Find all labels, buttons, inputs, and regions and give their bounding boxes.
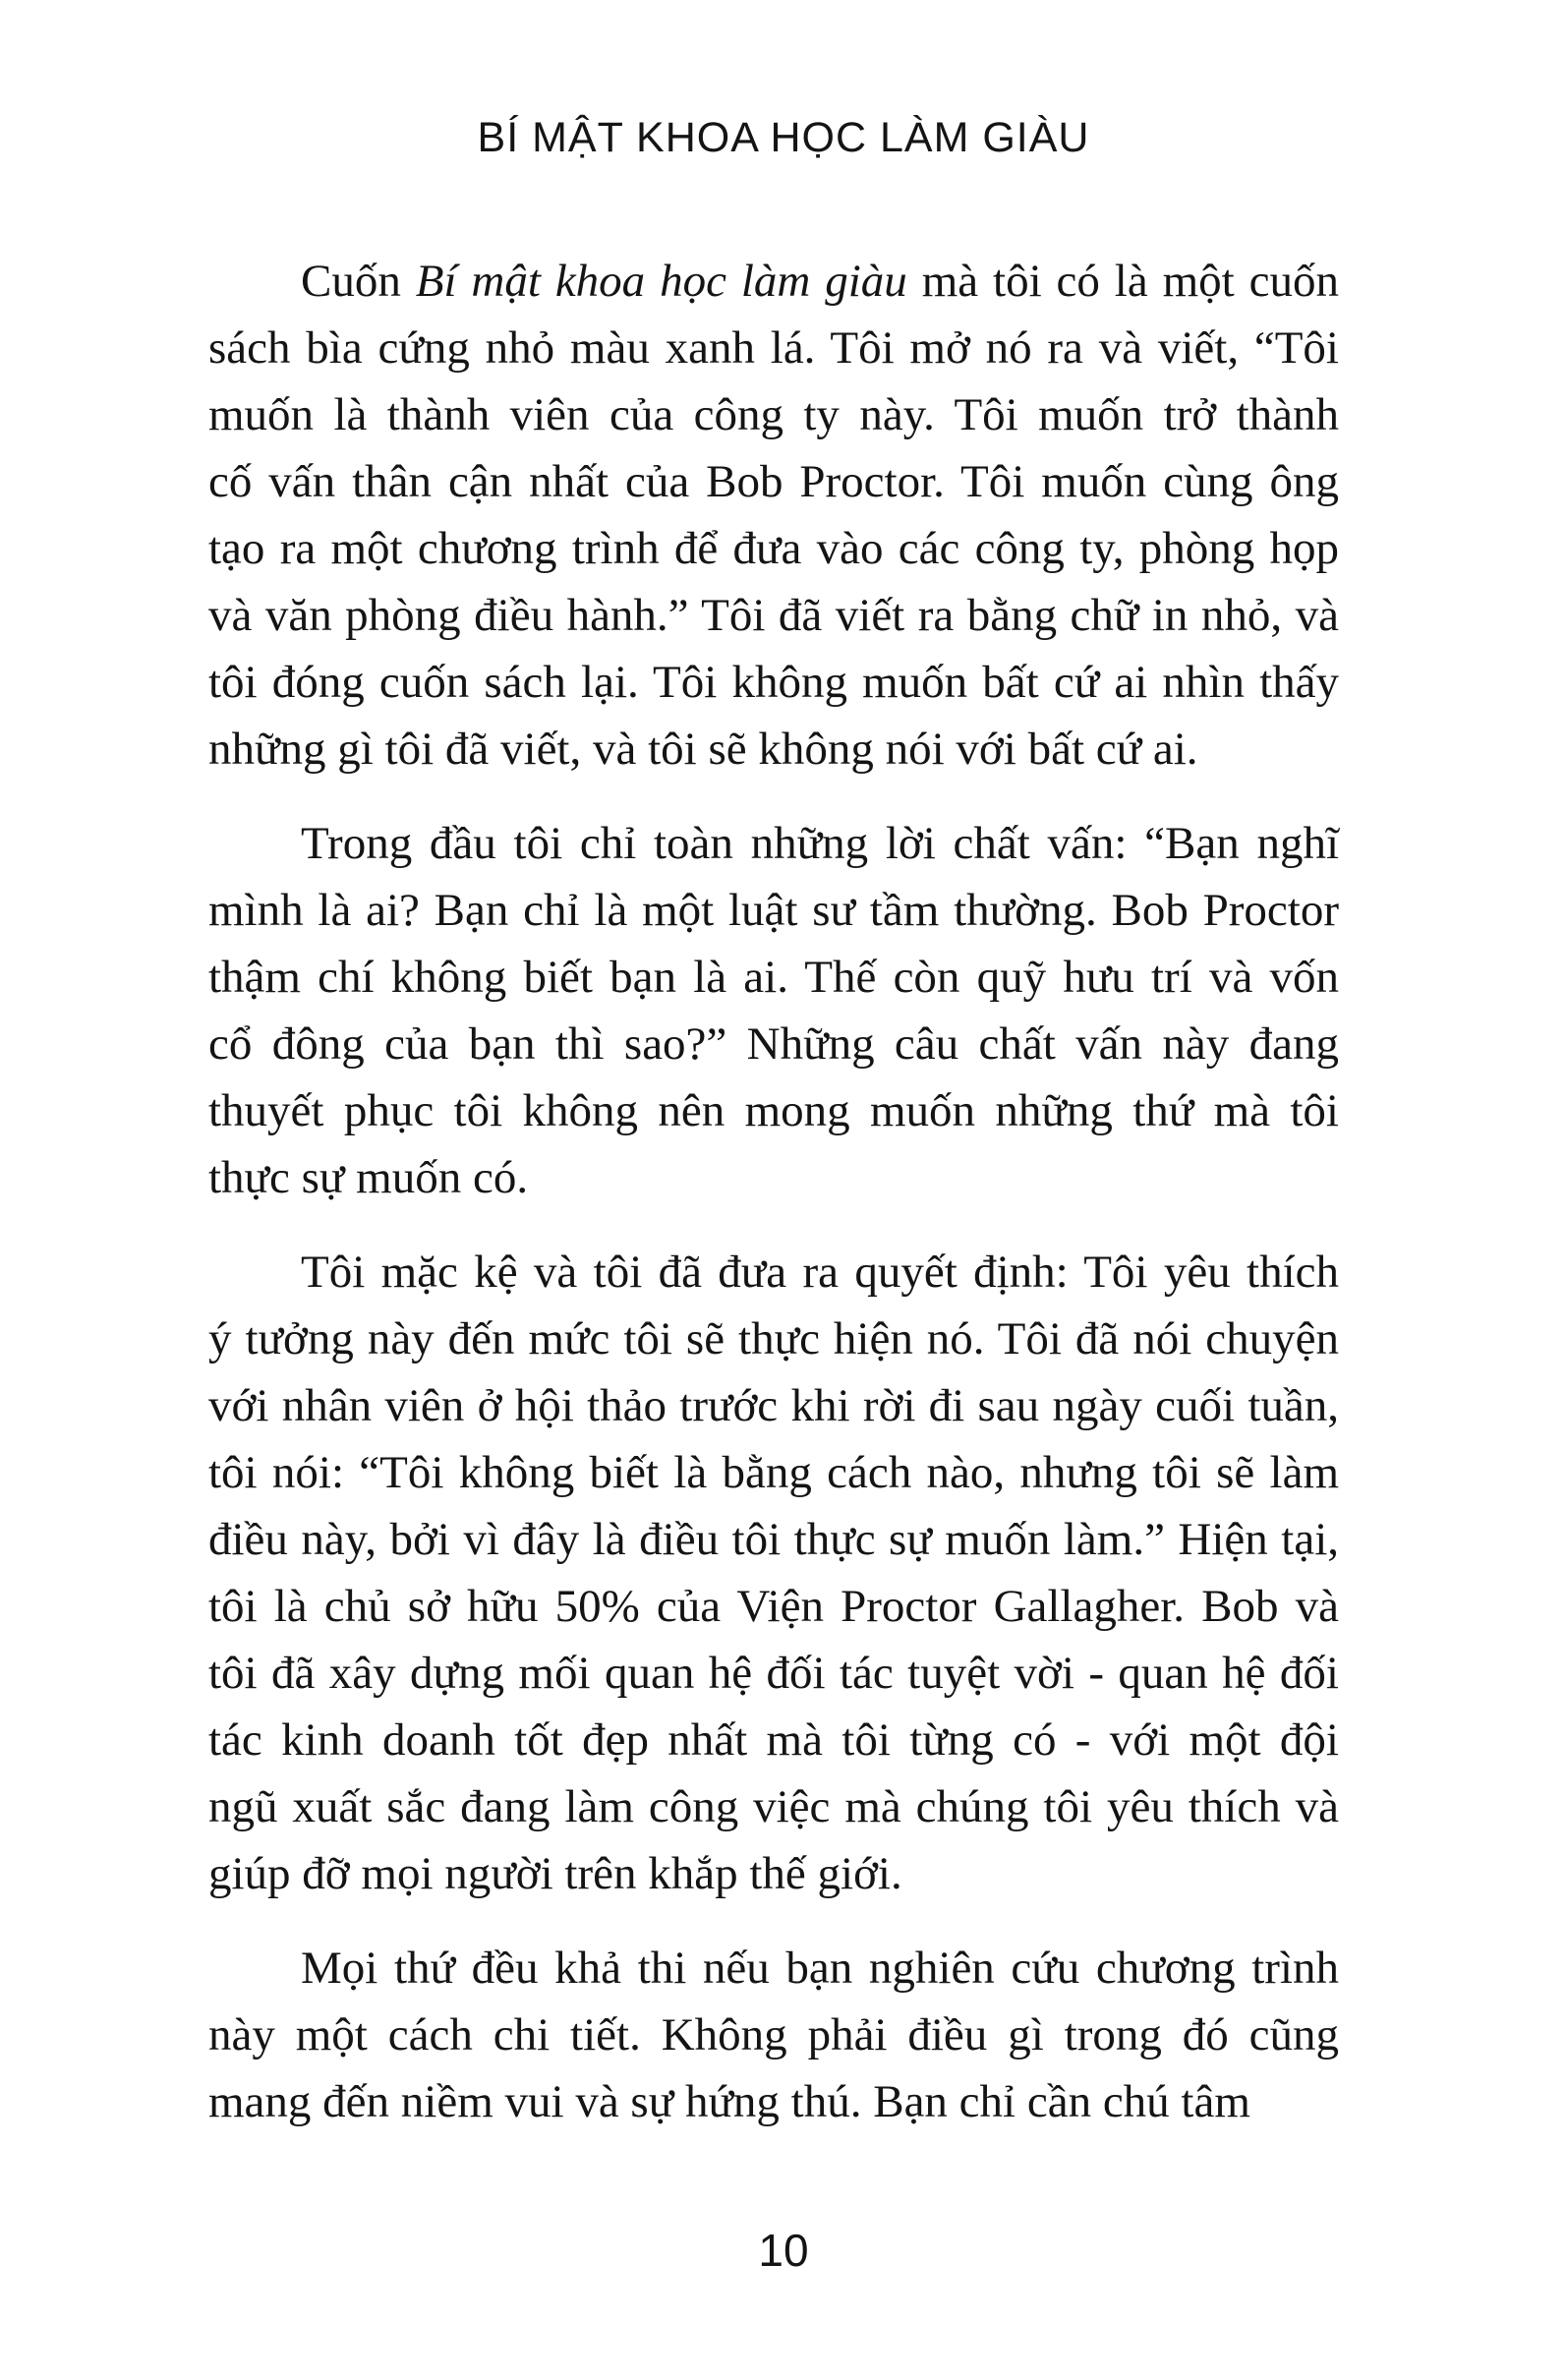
text-line: ngũ xuất sắc đang làm công việc mà chúng tôi yêu thích và bbox=[208, 1781, 1339, 1832]
text-line: cổ đông của bạn thì sao?” Những câu chất vấn này đang bbox=[208, 1018, 1339, 1070]
chapter-header: BÍ MẬT KHOA HỌC LÀM GIÀU bbox=[477, 114, 1090, 161]
text-line: sách bìa cứng nhỏ màu xanh lá. Tôi mở nó ra và viết, “Tôi bbox=[208, 322, 1339, 374]
text-line: này một cách chi tiết. Không phải điều gì trong đó cũng bbox=[208, 2009, 1339, 2061]
text-line: những gì tôi đã viết, và tôi sẽ không nói với bất cứ ai. bbox=[208, 724, 1198, 775]
paragraph bbox=[208, 1239, 1339, 1907]
paragraph bbox=[208, 1935, 1339, 2135]
text-line: thậm chí không biết bạn là ai. Thế còn quỹ hưu trí và vốn bbox=[208, 952, 1339, 1003]
text-line: điều này, bởi vì đây là điều tôi thực sự muốn làm.” Hiện tại, bbox=[208, 1514, 1339, 1565]
text-line: tác kinh doanh tốt đẹp nhất mà tôi từng có - với một đội bbox=[208, 1714, 1339, 1766]
text-line: và văn phòng điều hành.” Tôi đã viết ra bằng chữ in nhỏ, và bbox=[208, 590, 1339, 641]
text-line: tôi đã xây dựng mối quan hệ đối tác tuyệt vời - quan hệ đối bbox=[208, 1648, 1339, 1699]
page-number: 10 bbox=[758, 2225, 809, 2276]
text-segment: mà tôi có là một cuốn bbox=[906, 256, 1339, 307]
text-line: giúp đỡ mọi người trên khắp thế giới. bbox=[208, 1848, 902, 1899]
text-segment: Cuốn bbox=[301, 256, 416, 307]
text-line: tôi đóng cuốn sách lại. Tôi không muốn bất cứ ai nhìn thấy bbox=[208, 657, 1339, 708]
text-line: muốn là thành viên của công ty này. Tôi muốn trở thành bbox=[208, 389, 1339, 440]
text-line: Tôi mặc kệ và tôi đã đưa ra quyết định: Tôi yêu thích bbox=[301, 1247, 1339, 1298]
text-line: tôi là chủ sở hữu 50% của Viện Proctor Gallagher. Bob và bbox=[208, 1581, 1339, 1632]
text-line: với nhân viên ở hội thảo trước khi rời đi sau ngày cuối tuần, bbox=[208, 1380, 1339, 1431]
body-text bbox=[208, 248, 1339, 2163]
text-line: tôi nói: “Tôi không biết là bằng cách nào, nhưng tôi sẽ làm bbox=[208, 1447, 1339, 1498]
paragraph bbox=[208, 248, 1339, 783]
text-line: mình là ai? Bạn chỉ là một luật sư tầm thường. Bob Proctor bbox=[208, 885, 1339, 936]
text-line: tạo ra một chương trình để đưa vào các công ty, phòng họp bbox=[208, 523, 1339, 574]
text-line: Trong đầu tôi chỉ toàn những lời chất vấn: “Bạn nghĩ bbox=[301, 818, 1339, 869]
text-line: thuyết phục tôi không nên mong muốn những thứ mà tôi bbox=[208, 1085, 1339, 1136]
text-line: mang đến niềm vui và sự hứng thú. Bạn chỉ cần chú tâm bbox=[208, 2076, 1250, 2127]
text-line: thực sự muốn có. bbox=[208, 1152, 529, 1203]
text-line: Mọi thứ đều khả thi nếu bạn nghiên cứu chương trình bbox=[301, 1943, 1339, 1994]
paragraph bbox=[208, 810, 1339, 1211]
text-line: ý tưởng này đến mức tôi sẽ thực hiện nó. Tôi đã nói chuyện bbox=[208, 1313, 1339, 1364]
text-line: cố vấn thân cận nhất của Bob Proctor. Tôi muốn cùng ông bbox=[208, 456, 1339, 507]
text-line bbox=[208, 248, 1339, 315]
book-title-italic: Bí mật khoa học làm giàu bbox=[415, 256, 907, 307]
